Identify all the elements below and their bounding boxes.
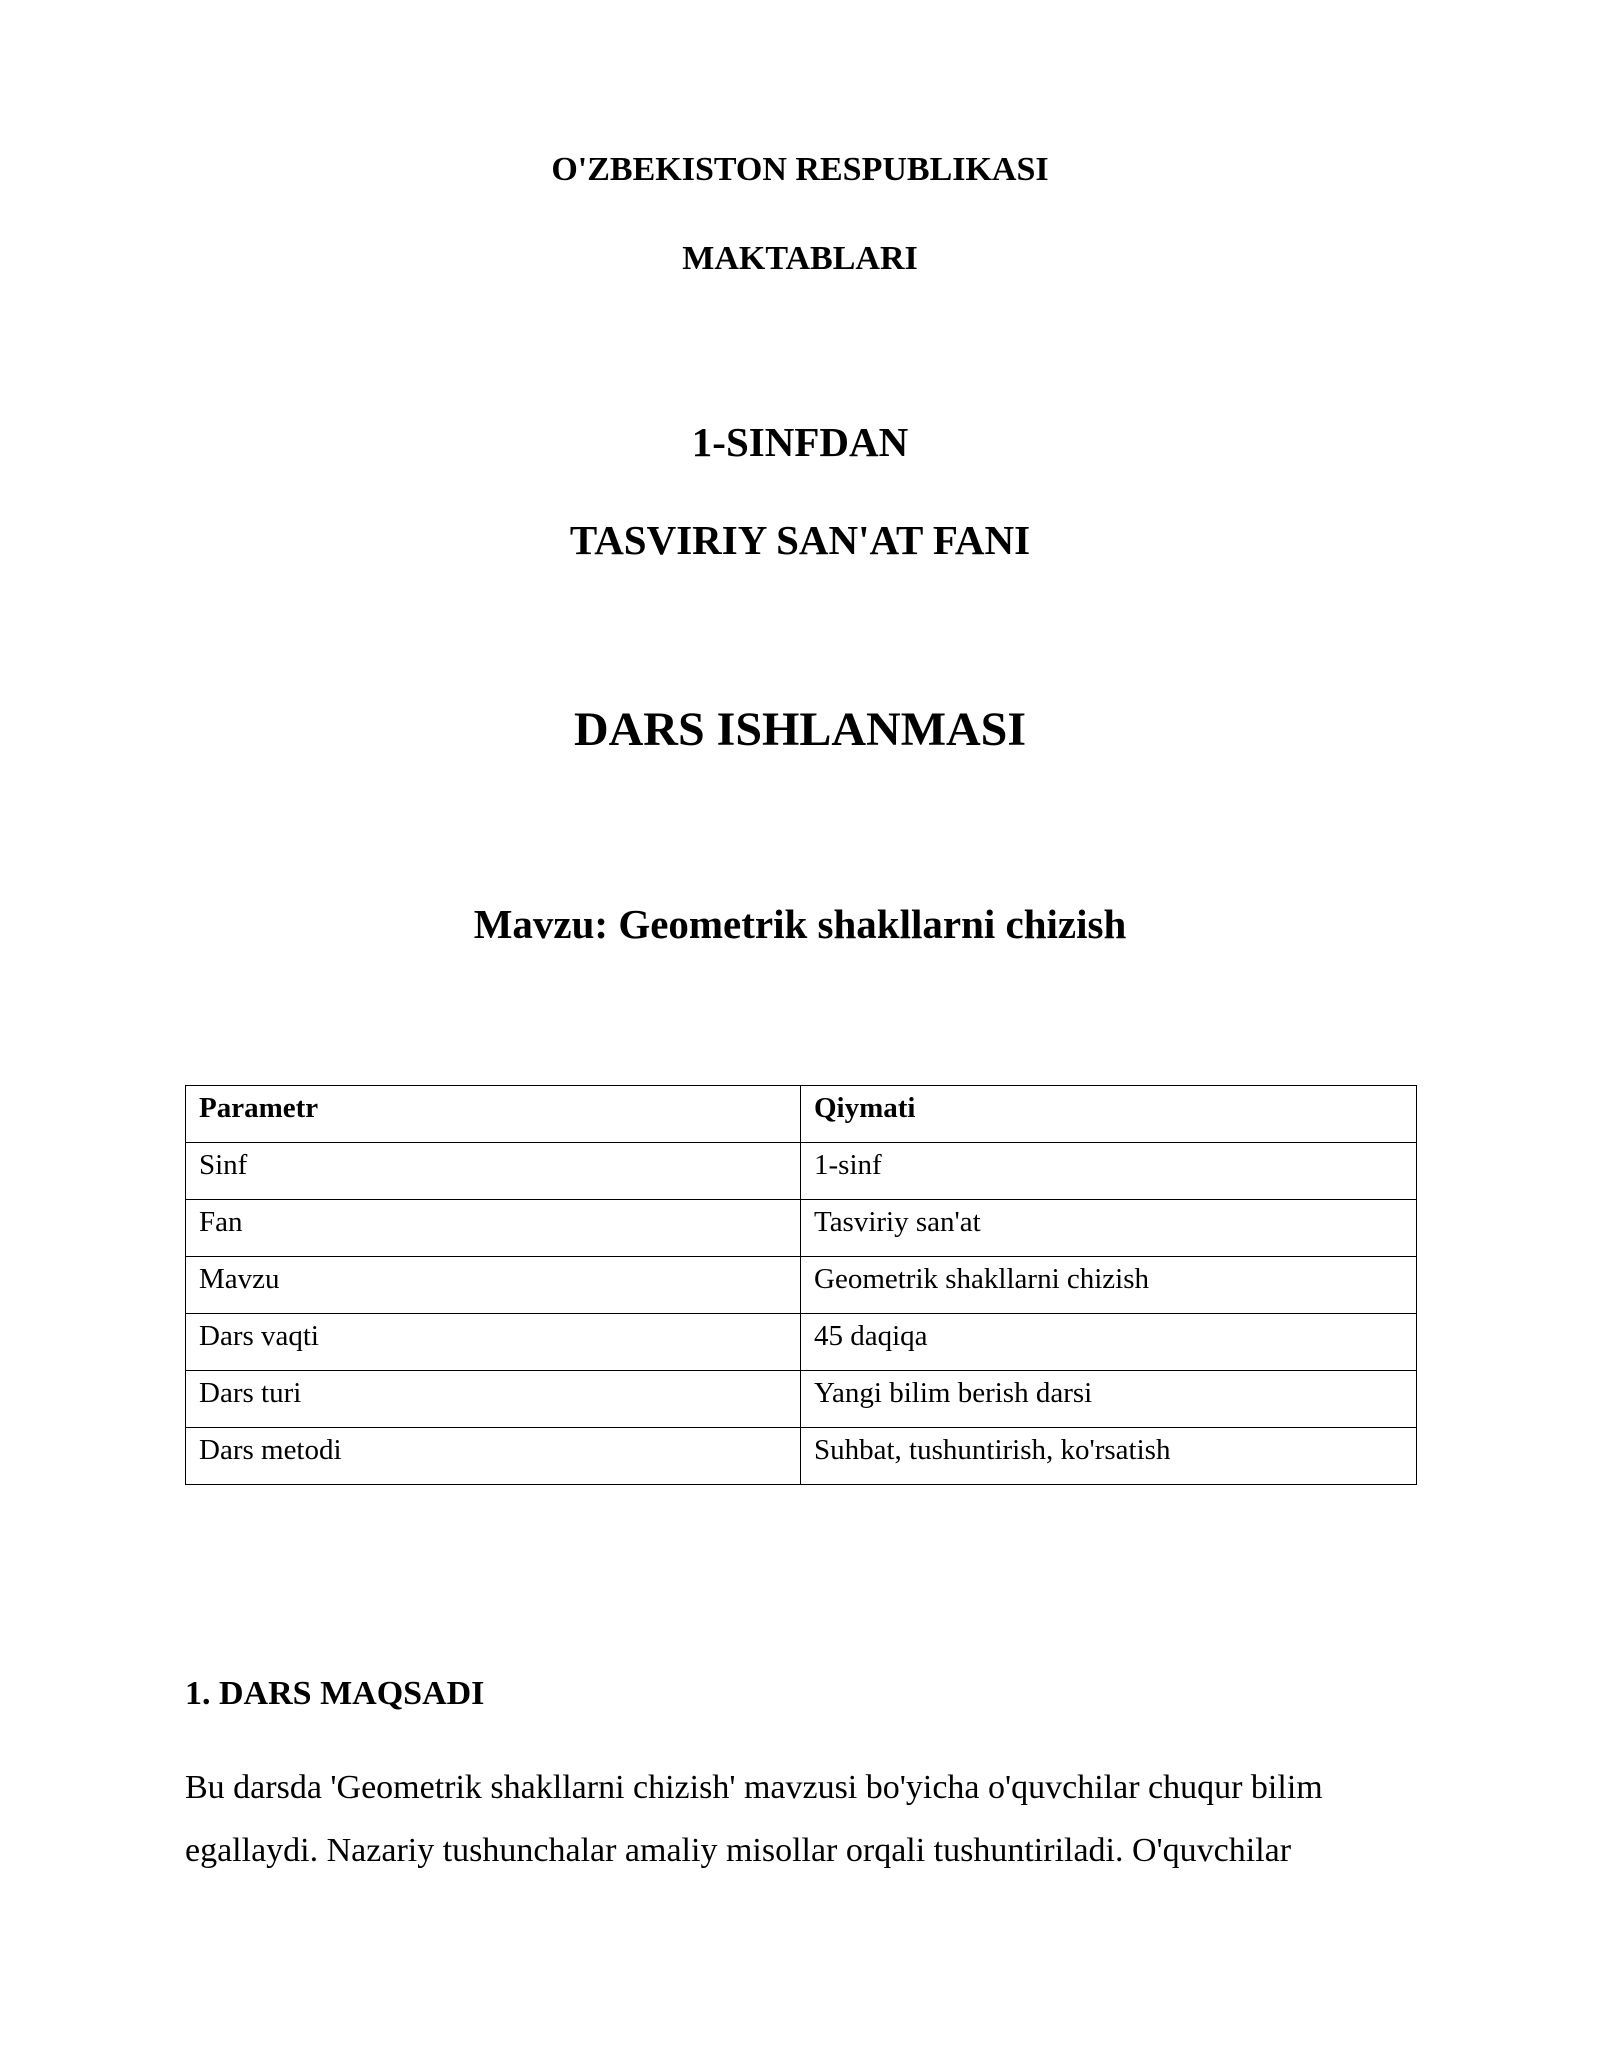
table-cell-parameter: Mavzu	[186, 1257, 801, 1314]
table-row	[186, 1200, 1417, 1257]
table-cell-parameter: Fan	[186, 1200, 801, 1257]
grade-title: 1-SINFDAN	[691, 419, 909, 465]
table-cell-value: Suhbat, tushuntirish, ko'rsatish	[801, 1428, 1417, 1485]
table-row	[186, 1428, 1417, 1485]
table-header-row	[186, 1086, 1417, 1143]
paragraph-line: Bu darsda 'Geometrik shakllarni chizish' mavzusi bo'yicha o'quvchilar chuqur bilim	[185, 1769, 1323, 1806]
table-cell-parameter: Dars vaqti	[186, 1314, 801, 1371]
table-row	[186, 1371, 1417, 1428]
table-cell-value: 1-sinf	[801, 1143, 1417, 1200]
table-row	[186, 1314, 1417, 1371]
table-cell-parameter: Sinf	[186, 1143, 801, 1200]
topic-title: Mavzu: Geometrik shakllarni chizish	[473, 901, 1127, 947]
table-row	[186, 1257, 1417, 1314]
paragraph-line: egallaydi. Nazariy tushunchalar amaliy misollar orqali tushuntiriladi. O'quvchilar	[185, 1832, 1292, 1869]
org-title-line1: O'ZBEKISTON RESPUBLIKASI	[551, 151, 1049, 188]
table-row	[186, 1143, 1417, 1200]
table-header-value: Qiymati	[801, 1086, 1417, 1143]
table-cell-value: Geometrik shakllarni chizish	[801, 1257, 1417, 1314]
org-title-line2: MAKTABLARI	[682, 240, 918, 277]
table-cell-value: 45 daqiqa	[801, 1314, 1417, 1371]
document-title: DARS ISHLANMASI	[573, 703, 1027, 756]
section-heading-lesson-goal: 1. DARS MAQSADI	[185, 1675, 485, 1712]
table-cell-value: Tasviriy san'at	[801, 1200, 1417, 1257]
table-cell-parameter: Dars turi	[186, 1371, 801, 1428]
lesson-info-table	[185, 1085, 1417, 1485]
subject-title: TASVIRIY SAN'AT FANI	[569, 517, 1031, 563]
table-cell-parameter: Dars metodi	[186, 1428, 801, 1485]
table-cell-value: Yangi bilim berish darsi	[801, 1371, 1417, 1428]
table-header-parameter: Parametr	[186, 1086, 801, 1143]
section-body-paragraph	[185, 1756, 1420, 1882]
